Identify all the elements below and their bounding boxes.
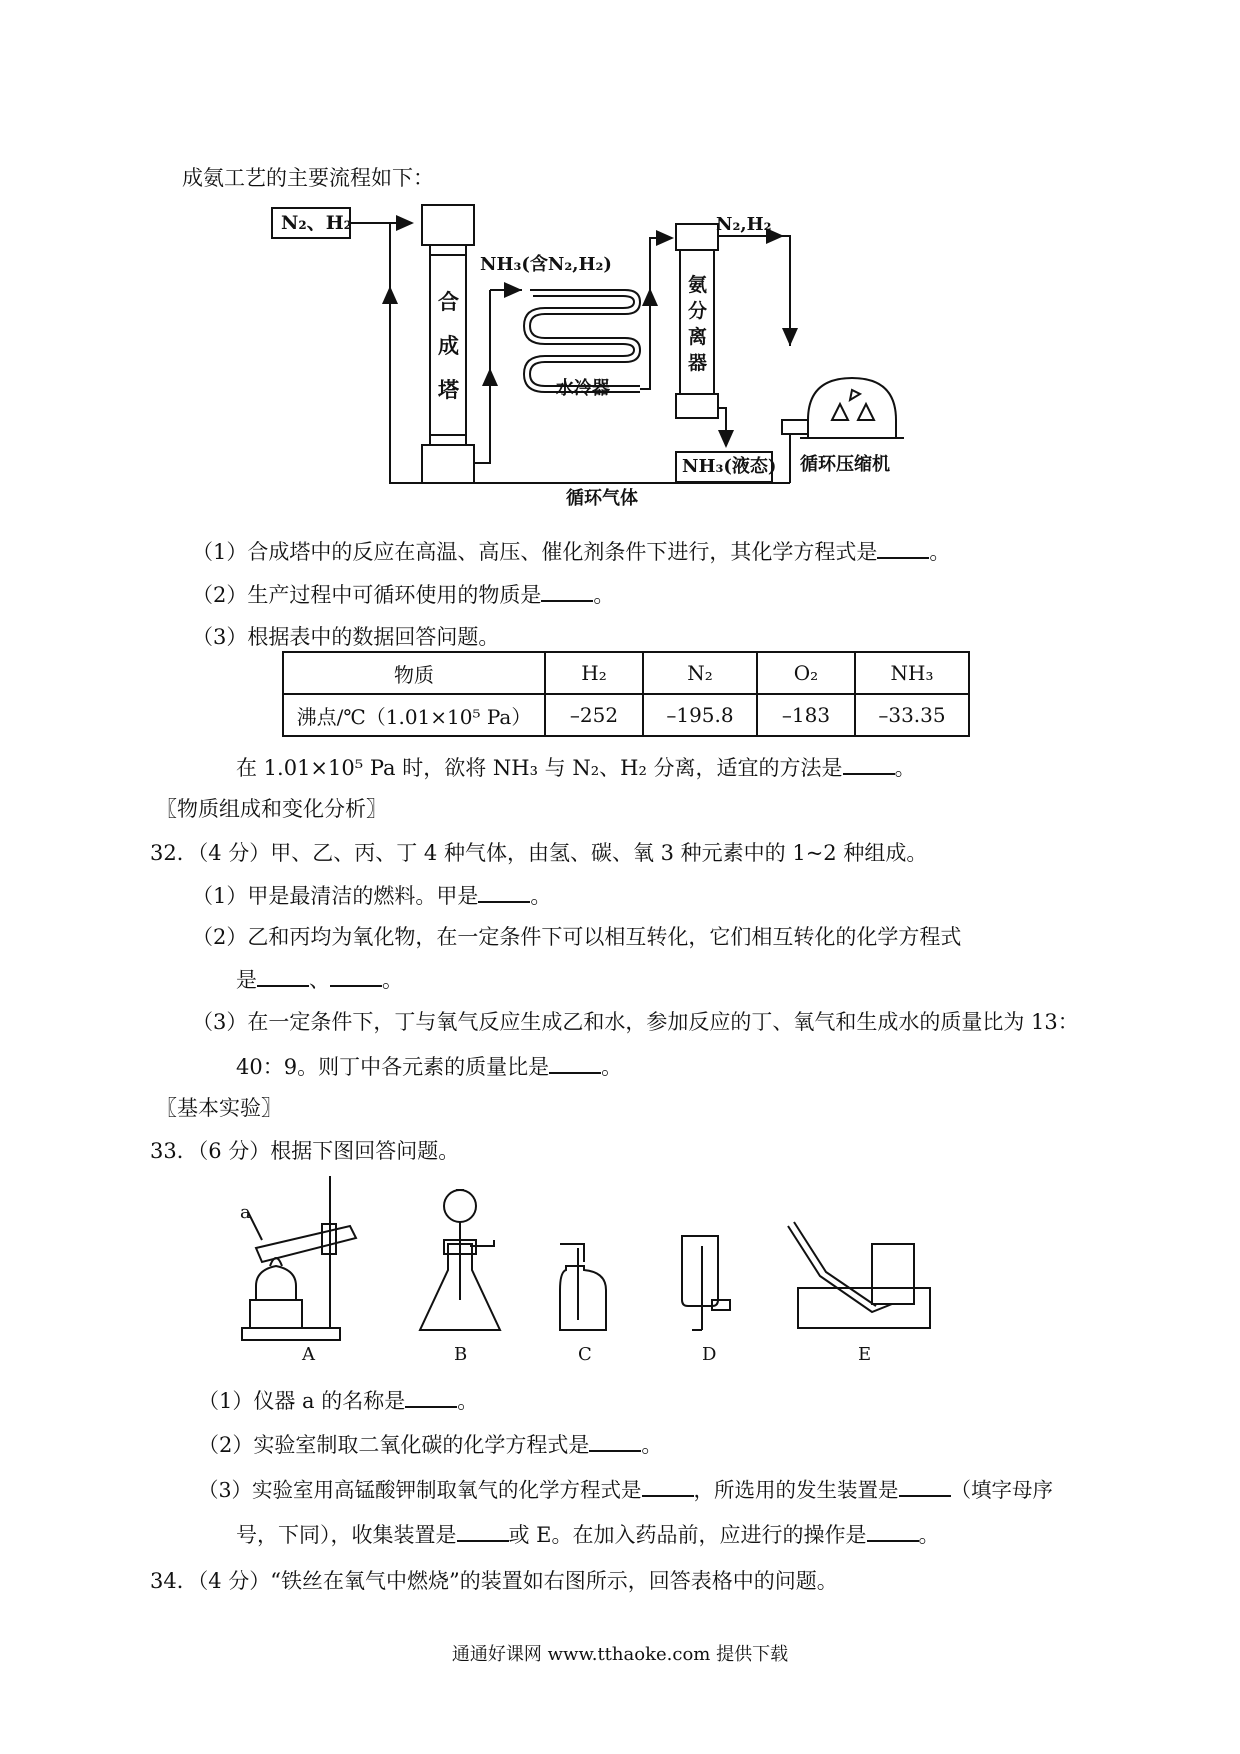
pointer-label-a: a bbox=[240, 1202, 251, 1223]
top-out-label: N₂,H₂ bbox=[716, 214, 772, 235]
table-cell: NH₃ bbox=[855, 652, 969, 694]
table-cell: –252 bbox=[545, 694, 643, 736]
intro-text: 成氨工艺的主要流程如下： bbox=[182, 166, 434, 190]
q32-stem: 32．（4 分）甲、乙、丙、丁 4 种气体，由氢、碳、氧 3 种元素中的 1~2 种组成。 bbox=[150, 841, 928, 865]
tower-label: 合 成 塔 bbox=[438, 289, 459, 402]
answer-blank[interactable] bbox=[642, 1479, 694, 1497]
q34-stem: 34．（4 分）“铁丝在氧气中燃烧”的装置如右图所示，回答表格中的问题。 bbox=[150, 1569, 838, 1593]
q33-part3: （3）实验室用高锰酸钾制取氧气的化学方程式是 ，所选用的发生装置是 （填字母序 bbox=[198, 1478, 1054, 1502]
q32-part1: （1）甲是最清洁的燃料。甲是 。 bbox=[192, 884, 552, 908]
q33-part1: （1）仪器 a 的名称是 。 bbox=[198, 1389, 479, 1413]
q31-part1: （1）合成塔中的反应在高温、高压、催化剂条件下进行，其化学方程式是 。 bbox=[192, 540, 951, 564]
apparatus-label: A bbox=[302, 1344, 315, 1365]
page-footer: 通通好课网 www.tthaoke.com 提供下载 bbox=[451, 1644, 789, 1665]
answer-blank[interactable] bbox=[899, 1479, 951, 1497]
recycle-gas-label: 循环气体 bbox=[566, 488, 638, 509]
table-cell: 物质 bbox=[283, 652, 545, 694]
compressor-label: 循环压缩机 bbox=[800, 454, 890, 475]
separator-label: 氨 分 离 器 bbox=[688, 274, 708, 374]
section-heading: 〖物质组成和变化分析〗 bbox=[156, 797, 387, 821]
section-heading: 〖基本实验〗 bbox=[156, 1096, 282, 1120]
answer-blank[interactable] bbox=[405, 1390, 457, 1408]
apparatus-c bbox=[560, 1244, 606, 1330]
q31-part3: （3）根据表中的数据回答问题。 bbox=[192, 625, 500, 649]
q31-part2: （2）生产过程中可循环使用的物质是 。 bbox=[192, 583, 615, 607]
table-cell: O₂ bbox=[757, 652, 855, 694]
q33-part3-cont: 号，下同），收集装置是 或 E。在加入药品前，应进行的操作是 。 bbox=[236, 1523, 940, 1547]
q32-part3: （3）在一定条件下，丁与氧气反应生成乙和水，参加反应的丁、氧气和生成水的质量比为 13： bbox=[192, 1010, 1079, 1034]
q33-stem: 33．（6 分）根据下图回答问题。 bbox=[150, 1139, 460, 1163]
q32-part2-cont: 是 、 。 bbox=[236, 968, 403, 992]
apparatus-e bbox=[788, 1222, 930, 1328]
apparatus-a bbox=[242, 1176, 356, 1340]
table-cell: –33.35 bbox=[855, 694, 969, 736]
test-tube bbox=[256, 1226, 356, 1262]
table-cell: N₂ bbox=[643, 652, 757, 694]
table-cell: –183 bbox=[757, 694, 855, 736]
answer-blank[interactable] bbox=[457, 1524, 509, 1542]
table-cell: –195.8 bbox=[643, 694, 757, 736]
answer-blank[interactable] bbox=[589, 1434, 641, 1452]
answer-blank[interactable] bbox=[867, 1524, 919, 1542]
table-cell: H₂ bbox=[545, 652, 643, 694]
q32-part3-cont: 40：9。则丁中各元素的质量比是 。 bbox=[236, 1055, 623, 1079]
liquid-ammonia-label: NH₃(液态) bbox=[682, 456, 777, 477]
apparatus-b bbox=[420, 1190, 500, 1330]
q33-part2: （2）实验室制取二氧化碳的化学方程式是 。 bbox=[198, 1433, 663, 1457]
product-gas-label: NH₃(含N₂,H₂) bbox=[480, 254, 612, 275]
apparatus-label: E bbox=[858, 1344, 872, 1365]
cooler-label: 水冷器 bbox=[556, 378, 610, 399]
q32-part2: （2）乙和丙均为氧化物，在一定条件下可以相互转化，它们相互转化的化学方程式 bbox=[192, 925, 962, 949]
apparatus-label: C bbox=[578, 1344, 592, 1365]
table-cell: 沸点/℃（1.01×10⁵ Pa） bbox=[283, 694, 545, 736]
apparatus-label: B bbox=[454, 1344, 468, 1365]
apparatus-label: D bbox=[702, 1344, 717, 1365]
q31-part4: 在 1.01×10⁵ Pa 时，欲将 NH₃ 与 N₂、H₂ 分离，适宜的方法是 。 bbox=[236, 756, 916, 780]
apparatus-d bbox=[682, 1236, 730, 1330]
feed-label: N₂、H₂ bbox=[281, 212, 352, 234]
